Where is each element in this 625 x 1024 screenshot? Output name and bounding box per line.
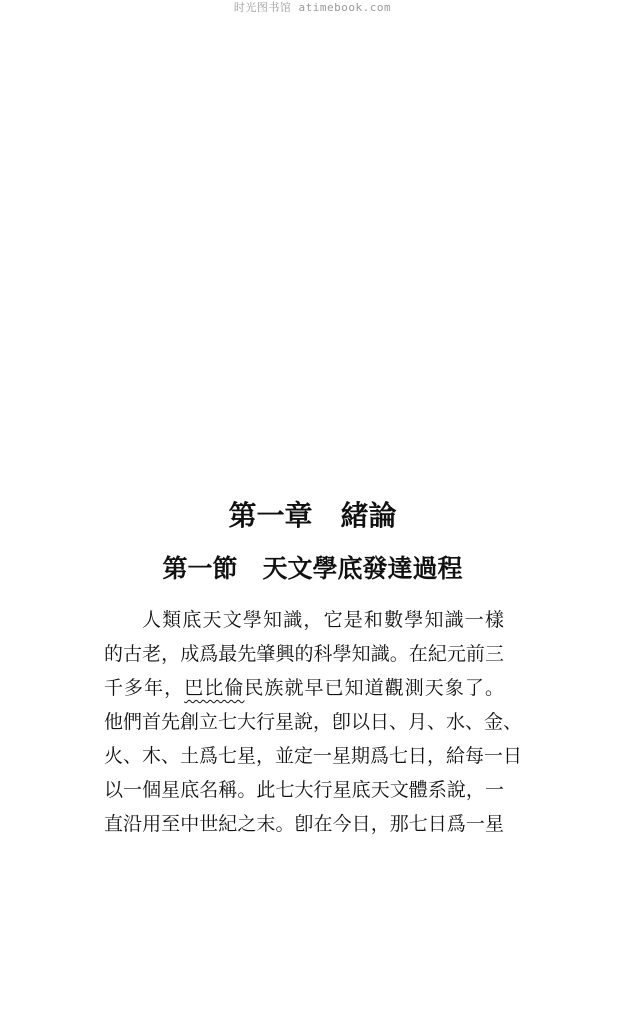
text-line: 直沿用至中世紀之末。卽在今日，那七日爲一星 bbox=[104, 813, 504, 835]
text-segment: 千多年， bbox=[104, 677, 185, 699]
text-line: 以一個星底名稱。此七大行星底天文體系說，一 bbox=[104, 779, 504, 801]
text-line: 人類底天文學知識，它是和數學知識一樣 bbox=[142, 609, 504, 631]
text-line bbox=[104, 671, 504, 705]
body-paragraph bbox=[104, 603, 523, 841]
section-title: 第一節 天文學底發達過程 bbox=[162, 554, 463, 583]
text-line: 他們首先創立七大行星說，卽以日、月、水、金、 bbox=[104, 711, 523, 733]
watermark: 时光图书馆 atimebook.com bbox=[233, 1, 392, 14]
text-line: 的古老，成爲最先肇興的科學知識。在紀元前三 bbox=[104, 643, 504, 665]
chapter-title: 第一章 緒論 bbox=[228, 499, 397, 532]
proper-name-babylon: 巴比倫 bbox=[184, 677, 245, 699]
text-line: 火、木、土爲七星，並定一星期爲七日，給每一日 bbox=[104, 745, 523, 767]
text-segment: 民族就早已知道觀測天象了。 bbox=[244, 677, 504, 699]
